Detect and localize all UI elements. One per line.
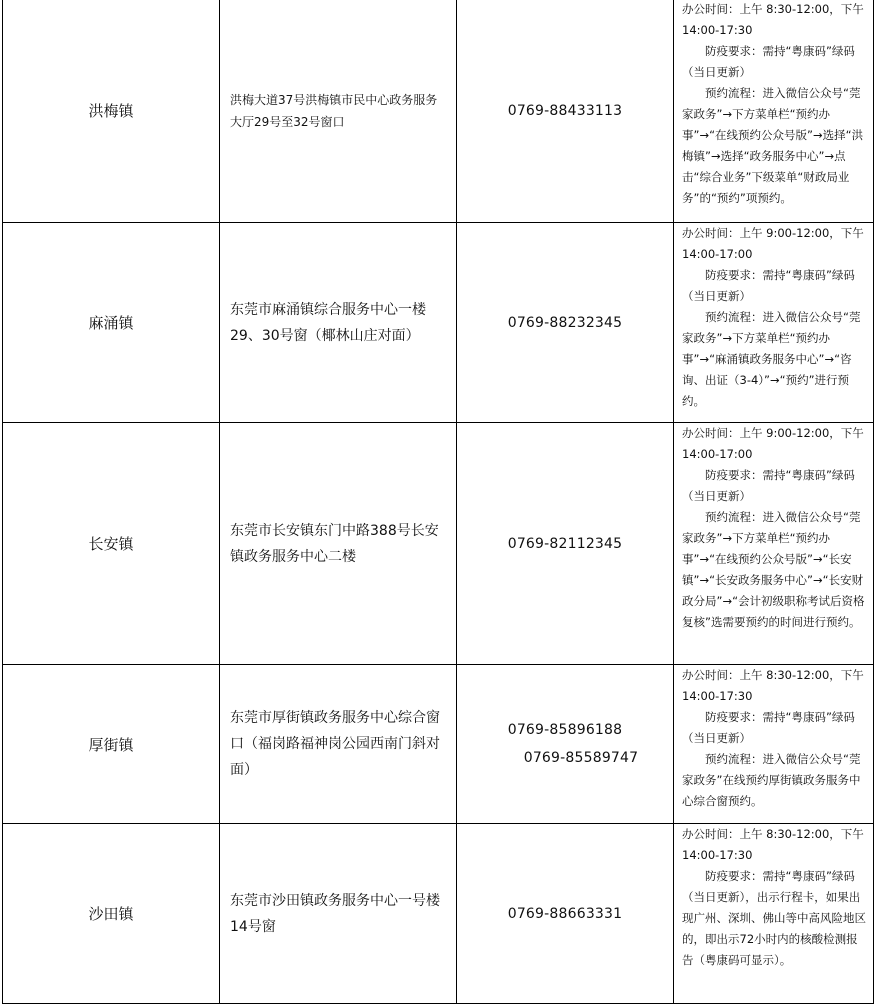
- booking-process: 预约流程：进入微信公众号“莞家政务”→下方菜单栏“预约办事”→“在线预约公众号版”→选择“洪梅镇”→选择“政务服务中心”→点击“综合业务”下级菜单“财政局业务”的“预约”项预约。: [682, 86, 864, 205]
- epidemic-requirement: 防疫要求：需持“粤康码”绿码（当日更新）: [682, 710, 855, 745]
- office-hours: 办公时间：上午 8:30-12:00，下午 14:00-17:30: [682, 827, 864, 862]
- phone-number: 0769-85896188: [507, 722, 623, 738]
- phone-cell: [457, 423, 674, 665]
- town-cell: 沙田镇: [3, 824, 220, 1004]
- booking-process: 预约流程：进入微信公众号“莞家政务”在线预约厚街镇政务服务中心综合窗预约。: [682, 752, 861, 808]
- phone-number: 0769-88433113: [507, 102, 623, 119]
- phone-cell: [457, 665, 674, 824]
- phone-cell: [457, 0, 674, 223]
- phone-cell: [457, 223, 674, 423]
- address-cell: 洪梅大道37号洪梅镇市民中心政务服务大厅29号至32号窗口: [220, 0, 457, 223]
- phone-cell: [457, 824, 674, 1004]
- phone-number: 0769-82112345: [507, 535, 623, 552]
- booking-process: 预约流程：进入微信公众号“莞家政务”→下方菜单栏“预约办事”→“麻涌镇政务服务中心”→“咨询、出证（3-4）”→“预约”进行预约。: [682, 310, 861, 408]
- info-cell: [674, 665, 874, 824]
- address-cell: 东莞市麻涌镇综合服务中心一楼29、30号窗（椰林山庄对面）: [220, 223, 457, 423]
- epidemic-requirement: 防疫要求：需持“粤康码”绿码（当日更新）: [682, 268, 855, 303]
- office-hours: 办公时间：上午 9:00-12:00，下午 14:00-17:00: [682, 426, 864, 461]
- info-cell: [674, 423, 874, 665]
- phone-number: 0769-88232345: [507, 314, 623, 331]
- office-hours: 办公时间：上午 9:00-12:00，下午 14:00-17:00: [682, 226, 864, 261]
- town-cell: 麻涌镇: [3, 223, 220, 423]
- table-row: [3, 665, 874, 824]
- table-row: [3, 824, 874, 1004]
- town-cell: 长安镇: [3, 423, 220, 665]
- epidemic-requirement: 防疫要求：需持“粤康码”绿码（当日更新）: [682, 44, 855, 79]
- address-cell: 东莞市长安镇东门中路388号长安镇政务服务中心二楼: [220, 423, 457, 665]
- address-cell: 东莞市厚街镇政务服务中心综合窗口（福岗路福神岗公园西南门斜对面）: [220, 665, 457, 824]
- booking-process: 预约流程：进入微信公众号“莞家政务”→下方菜单栏“预约办事”→“在线预约公众号版”→“长安镇”→“长安政务服务中心”→“长安财政分局”→“会计初级职称考试后资格复核”选需要预约的时间进行预约。: [682, 510, 865, 629]
- office-table: [2, 0, 874, 1004]
- table-row: [3, 223, 874, 423]
- town-cell: 洪梅镇: [3, 0, 220, 223]
- town-cell: 厚街镇: [3, 665, 220, 824]
- info-cell: [674, 824, 874, 1004]
- info-cell: [674, 223, 874, 423]
- phone-number: 0769-88663331: [507, 905, 623, 922]
- info-cell: [674, 0, 874, 223]
- office-hours: 办公时间：上午 8:30-12:00，下午 14:00-17:30: [682, 668, 864, 703]
- address-cell: 东莞市沙田镇政务服务中心一号楼14号窗: [220, 824, 457, 1004]
- office-hours: 办公时间：上午 8:30-12:00，下午 14:00-17:30: [682, 2, 864, 37]
- epidemic-requirement: 防疫要求：需持“粤康码”绿码（当日更新）: [682, 468, 855, 503]
- table-row: [3, 423, 874, 665]
- phone-number: 0769-85589747: [523, 750, 639, 766]
- table-row: [3, 0, 874, 223]
- epidemic-requirement: 防疫要求：需持“粤康码”绿码（当日更新），出示行程卡，如果出现广州、深圳、佛山等中高风险地区的，即出示72小时内的核酸检测报告（粤康码可显示）。: [682, 869, 866, 967]
